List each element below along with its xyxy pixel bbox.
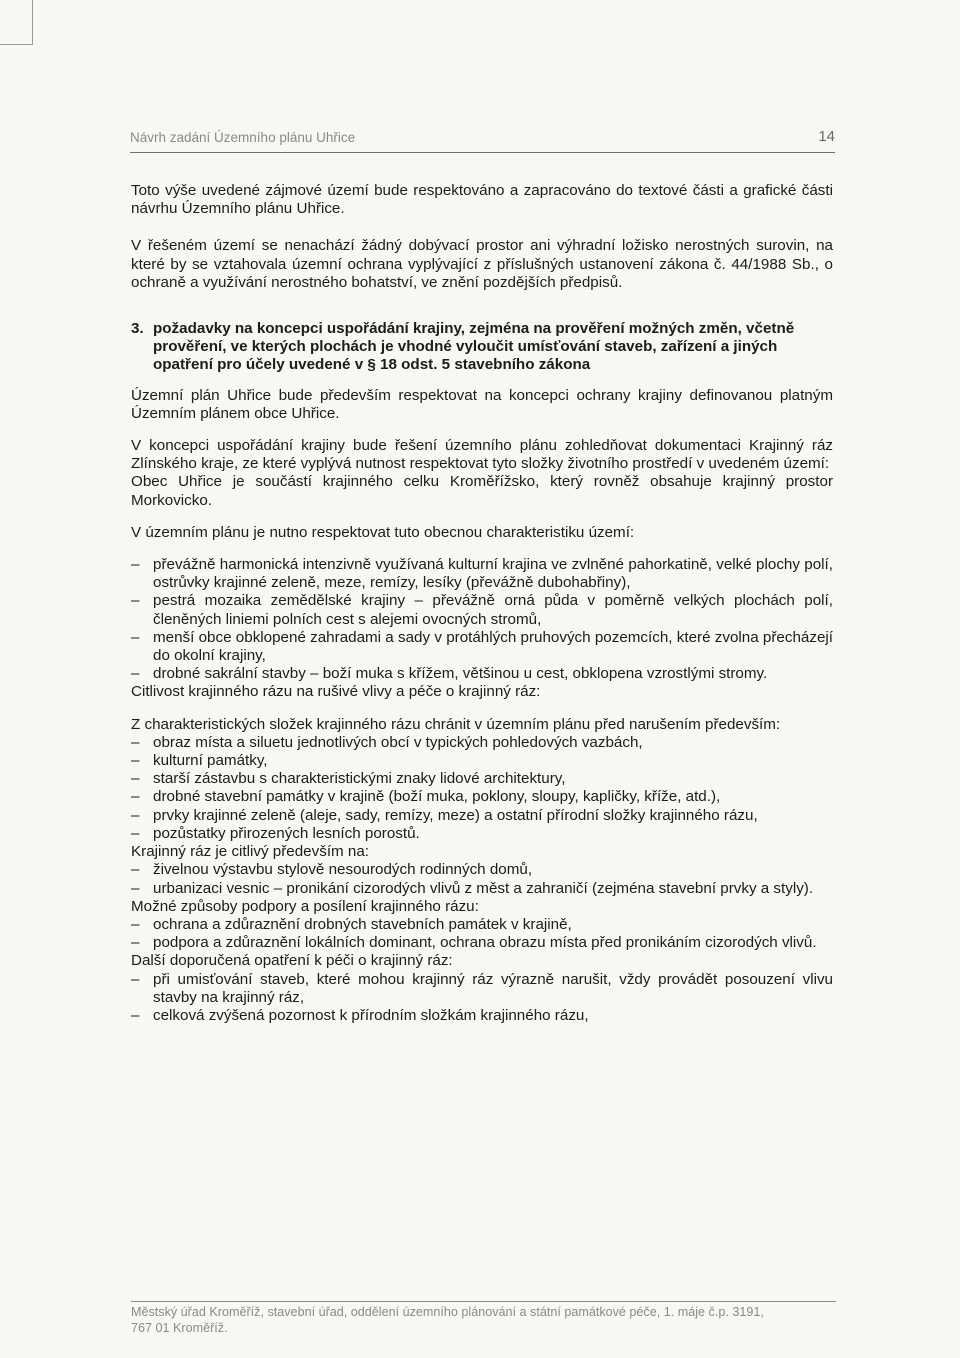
list-item: – obraz místa a siluetu jednotlivých obcí v typických pohledových vazbách,	[131, 734, 833, 752]
list-item: – pestrá mozaika zemědělské krajiny – převážně orná půda v poměrně velkých plochách polí, členěných liniemi polních cest s alejemi ovocných stromů,	[131, 592, 833, 628]
paragraph-slozky: Z charakteristických složek krajinného rázu chránit v územním plánu před narušením především:	[131, 715, 781, 733]
section-title: požadavky na koncepci uspořádání krajiny, zejména na prověření možných změn, včetně prověření, ve kterých plochách je vhodné vyloučit umísťování staveb, zařízení a jiných opatření pro účely uvedené v § 18 odst. 5 stavebního zákona	[153, 320, 795, 374]
document-body	[131, 182, 833, 1025]
list-item: – převážně harmonická intenzivně využívaná kulturní krajina ve zvlněné pahorkatině, velké plochy polí, ostrůvky krajinné zeleně, meze, remízy, lesíky (převážně dubohabřiny),	[131, 556, 833, 592]
header-title: Návrh zadání Územního plánu Uhřice	[130, 130, 356, 145]
footer-address-line: Městský úřad Kroměříž, stavební úřad, oddělení územního plánování a státní památkové péče, 1. máje č.p. 3191,	[131, 1305, 764, 1319]
list-item: – drobné sakrální stavby – boží muka s křížem, většinou u cest, obklopena vzrostlými stromy.	[131, 665, 833, 683]
list-item: – podpora a zdůraznění lokálních dominant, ochrana obrazu místa před pronikáním cizorodých vlivů.	[131, 934, 833, 952]
list-item: – celková zvýšená pozornost k přírodním složkám krajinného rázu,	[131, 1007, 833, 1025]
list-item: – pozůstatky přirozených lesních porostů.	[131, 825, 833, 843]
paragraph-podpora: Možné způsoby podpory a posílení krajinného rázu:	[131, 897, 479, 915]
list-item: – urbanizaci vesnic – pronikání cizorodých vlivů z měst a zahraničí (zejména stavební prvky a styly).	[131, 880, 833, 898]
paragraph-intro: Územní plán Uhřice bude především respektovat na koncepci ochrany krajiny definovanou platným Územním plánem obce Uhřice.	[131, 386, 833, 422]
section-number: 3.	[131, 320, 144, 338]
list-item: – prvky krajinné zeleně (aleje, sady, remízy, meze) a ostatní přírodní složky krajinného rázu,	[131, 807, 833, 825]
paragraph-citlivy: Krajinný ráz je citlivý především na:	[131, 843, 370, 861]
page-footer	[131, 1301, 836, 1336]
list-item: – kulturní památky,	[131, 752, 833, 770]
list-item: – starší zástavbu s charakteristickými znaky lidové architektury,	[131, 770, 833, 788]
list-item: – drobné stavební památky v krajině (boží muka, poklony, sloupy, kapličky, kříže, atd.),	[131, 788, 833, 806]
list-item: – při umisťování staveb, které mohou krajinný ráz výrazně narušit, vždy provádět posouzení vlivu stavby na krajinný ráz,	[131, 971, 833, 1007]
list-item: – živelnou výstavbu stylově nesourodých rodinných domů,	[131, 861, 833, 879]
list-charakteristika	[131, 556, 833, 683]
paragraph-obec: Obec Uhřice je součástí krajinného celku Kroměřížsko, který rovněž obsahuje krajinný prostor Morkovicko.	[131, 473, 833, 509]
list-item: – ochrana a zdůraznění drobných stavebních památek v krajině,	[131, 916, 833, 934]
page-header	[130, 130, 835, 153]
scan-border	[0, 0, 33, 45]
list-opatreni	[131, 971, 833, 1026]
footer-city-line: 767 01 Kroměříž.	[131, 1321, 228, 1335]
list-podpora	[131, 916, 833, 952]
section-heading	[131, 320, 833, 375]
paragraph-zajmove-uzemi: Toto výše uvedené zájmové území bude respektováno a zapracováno do textové části a grafické části návrhu Územního plánu Uhřice.	[131, 182, 833, 218]
paragraph-charakteristika: V územním plánu je nutno respektovat tuto obecnou charakteristiku území:	[131, 523, 635, 541]
paragraph-koncepce: V koncepci uspořádání krajiny bude řešení územního plánu zohledňovat dokumentaci Krajinný ráz Zlínského kraje, ze které vyplývá nutnost respektovat tyto složky životního prostředí v uvedeném území:	[131, 437, 833, 473]
list-slozky	[131, 734, 833, 843]
list-citlivy	[131, 861, 833, 897]
paragraph-citlivost: Citlivost krajinného rázu na rušivé vlivy a péče o krajinný ráz:	[131, 683, 541, 701]
paragraph-opatreni: Další doporučená opatření k péči o krajinný ráz:	[131, 952, 453, 970]
page-number: 14	[818, 128, 835, 145]
list-item: – menší obce obklopené zahradami a sady v protáhlých pruhových pozemcích, které zvolna přecházejí do okolní krajiny,	[131, 629, 833, 665]
paragraph-dobyvaci-prostor: V řešeném území se nenachází žádný dobývací prostor ani výhradní ložisko nerostných surovin, na které by se vztahovala územní ochrana vyplývající z příslušných ustanovení zákona č. 44/1988 Sb., o ochraně a využívání nerostného bohatství, ve znění pozdějších předpisů.	[131, 237, 833, 291]
